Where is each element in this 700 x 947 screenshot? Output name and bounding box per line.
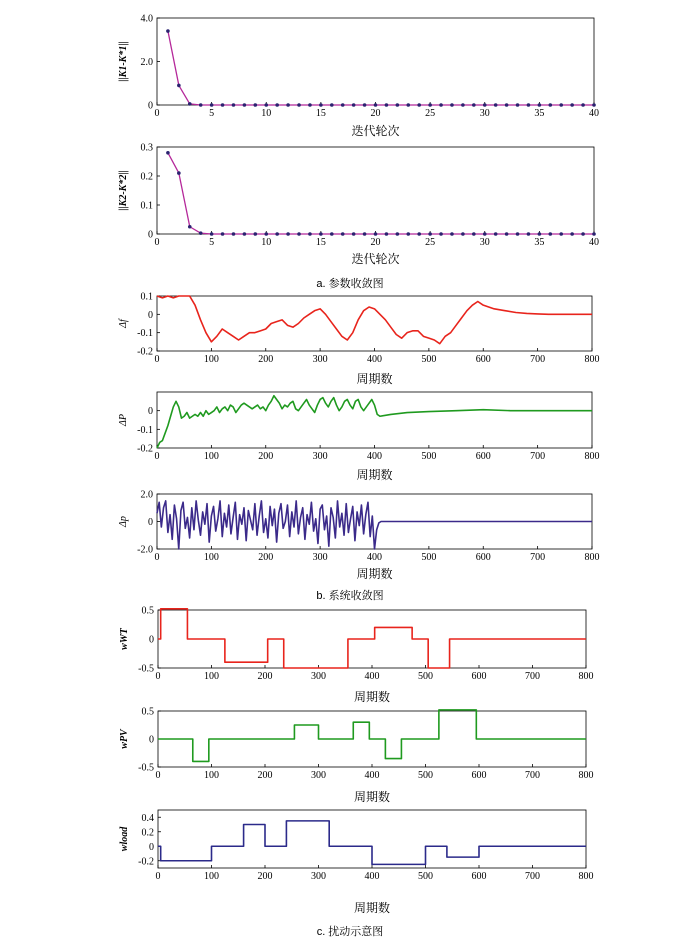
- data-point: [592, 232, 596, 236]
- panel-b1: [118, 292, 600, 387]
- data-point: [461, 103, 465, 107]
- x-tick-label: 600: [471, 770, 487, 781]
- y-tick-label: 2.0: [140, 57, 153, 68]
- data-point: [461, 232, 465, 236]
- data-point: [472, 232, 476, 236]
- x-tick-label: 15: [315, 237, 326, 248]
- x-tick-label: 5: [209, 237, 215, 248]
- x-tick-label: 35: [534, 237, 545, 248]
- data-point: [516, 103, 520, 107]
- series-line: [157, 296, 592, 344]
- y-tick-label: 0: [149, 734, 154, 746]
- x-tick-label: 20: [370, 237, 381, 248]
- x-axis-label: 周期数: [356, 468, 393, 482]
- data-point: [538, 103, 542, 107]
- x-tick-label: 25: [425, 108, 436, 119]
- data-point: [396, 103, 400, 107]
- x-tick-label: 5: [209, 108, 215, 119]
- data-point: [199, 103, 203, 107]
- y-tick-label: 0.1: [140, 200, 153, 212]
- x-tick-label: 800: [584, 552, 600, 563]
- plot-area: [157, 296, 592, 351]
- data-point: [385, 103, 389, 107]
- data-point: [450, 232, 454, 236]
- x-tick-label: 10: [261, 108, 272, 119]
- panels: [118, 14, 600, 916]
- y-tick-label: -0.2: [138, 856, 154, 868]
- panel-c1: [119, 606, 594, 705]
- x-axis-label: 周期数: [353, 901, 391, 915]
- x-tick-label: 700: [530, 354, 546, 365]
- y-tick-label: 0: [148, 406, 153, 418]
- data-point: [483, 232, 487, 236]
- x-tick-label: 200: [257, 671, 273, 682]
- caption-b: b. 系统收敛图: [316, 590, 384, 602]
- y-axis-label: wPV: [119, 729, 130, 749]
- plot-area: [157, 147, 594, 234]
- x-tick-label: 200: [258, 354, 274, 365]
- data-point: [330, 103, 334, 107]
- data-point: [264, 232, 268, 236]
- data-point: [538, 232, 542, 236]
- y-axis-label: Δp: [118, 516, 129, 527]
- data-point: [406, 103, 410, 107]
- x-axis-label: 周期数: [356, 567, 393, 581]
- caption-c: c. 扰动示意图: [316, 926, 384, 938]
- data-point: [417, 103, 421, 107]
- x-tick-label: 30: [479, 237, 490, 248]
- y-tick-label: 0.1: [140, 291, 153, 303]
- data-point: [396, 232, 400, 236]
- panel-c2: [119, 707, 594, 805]
- y-tick-label: 0.4: [141, 812, 154, 824]
- panel-c3: [119, 810, 594, 915]
- x-axis-label: 迭代轮次: [351, 252, 400, 266]
- x-tick-label: 400: [364, 871, 380, 882]
- data-point: [428, 232, 432, 236]
- data-point: [341, 232, 345, 236]
- y-axis-label: ΔP: [118, 414, 129, 426]
- x-tick-label: 400: [367, 451, 382, 462]
- caption-a: a. 参数收敛图: [316, 278, 384, 290]
- data-point: [188, 225, 192, 229]
- x-tick-label: 700: [525, 770, 540, 781]
- data-point: [592, 103, 596, 107]
- x-tick-label: 0: [155, 770, 161, 781]
- y-tick-label: 0: [148, 517, 153, 528]
- x-tick-label: 200: [257, 770, 273, 781]
- data-point: [319, 232, 323, 236]
- y-tick-label: -2.0: [137, 544, 153, 556]
- y-tick-label: 2.0: [140, 489, 153, 501]
- x-tick-label: 300: [312, 451, 328, 462]
- y-tick-label: 0.2: [141, 827, 154, 839]
- data-point: [297, 232, 301, 236]
- panel-b2: [118, 392, 600, 482]
- data-point: [286, 232, 290, 236]
- y-tick-label: 0.2: [140, 171, 153, 183]
- data-point: [439, 103, 443, 107]
- x-tick-label: 600: [471, 871, 487, 882]
- x-tick-label: 30: [479, 108, 490, 119]
- data-point: [330, 232, 334, 236]
- data-point: [275, 103, 279, 107]
- data-point: [188, 102, 192, 106]
- data-point: [264, 103, 268, 107]
- x-tick-label: 500: [421, 451, 437, 462]
- data-point: [254, 232, 258, 236]
- x-tick-label: 800: [584, 354, 600, 365]
- x-tick-label: 700: [525, 671, 540, 682]
- x-tick-label: 200: [258, 451, 274, 462]
- x-tick-label: 0: [154, 451, 160, 462]
- x-tick-label: 200: [257, 871, 273, 882]
- series-line: [158, 710, 586, 762]
- data-point: [243, 232, 247, 236]
- panel-a2: [118, 143, 599, 267]
- data-point: [494, 103, 498, 107]
- panel-b3: [118, 490, 600, 582]
- x-tick-label: 800: [584, 451, 600, 462]
- data-point: [352, 103, 356, 107]
- y-tick-label: 0.5: [141, 706, 154, 718]
- series-line: [157, 396, 592, 448]
- data-point: [286, 103, 290, 107]
- data-point: [177, 171, 181, 175]
- y-tick-label: 0: [149, 634, 154, 646]
- x-axis-label: 周期数: [353, 690, 391, 704]
- y-tick-label: 0: [148, 229, 153, 241]
- y-tick-label: 4.0: [140, 13, 153, 25]
- data-point: [210, 232, 214, 236]
- x-tick-label: 35: [534, 108, 545, 119]
- data-point: [352, 232, 356, 236]
- x-tick-label: 100: [204, 770, 219, 781]
- data-point: [505, 103, 509, 107]
- y-tick-label: -0.5: [138, 762, 154, 774]
- data-point: [516, 232, 520, 236]
- data-point: [570, 232, 574, 236]
- x-tick-label: 0: [154, 108, 160, 119]
- x-tick-label: 700: [530, 552, 546, 563]
- x-tick-label: 25: [425, 237, 436, 248]
- x-tick-label: 500: [421, 552, 437, 563]
- y-tick-label: -0.5: [138, 663, 154, 675]
- x-tick-label: 40: [589, 237, 599, 248]
- x-tick-label: 400: [367, 552, 382, 563]
- y-axis-label: Δf: [118, 319, 129, 328]
- data-point: [494, 232, 498, 236]
- y-tick-label: 0.5: [141, 605, 154, 617]
- x-tick-label: 15: [315, 108, 326, 119]
- data-point: [428, 103, 432, 107]
- data-point: [417, 232, 421, 236]
- data-point: [221, 232, 225, 236]
- data-point: [385, 232, 389, 236]
- x-tick-label: 500: [418, 671, 433, 682]
- y-tick-label: -0.2: [137, 346, 153, 358]
- data-point: [570, 103, 574, 107]
- x-tick-label: 100: [204, 871, 219, 882]
- data-point: [505, 232, 509, 236]
- data-point: [527, 103, 531, 107]
- x-tick-label: 0: [154, 237, 160, 248]
- y-axis-label: ||K2-K*2||: [118, 170, 129, 211]
- series-line: [168, 153, 594, 234]
- data-point: [308, 232, 312, 236]
- data-point: [472, 103, 476, 107]
- data-point: [406, 232, 410, 236]
- data-point: [199, 231, 203, 235]
- data-point: [450, 103, 454, 107]
- x-tick-label: 100: [203, 552, 219, 563]
- x-tick-label: 600: [475, 354, 491, 365]
- y-tick-label: 0.3: [140, 142, 153, 154]
- x-tick-label: 0: [155, 671, 161, 682]
- x-tick-label: 800: [578, 671, 594, 682]
- data-point: [232, 232, 236, 236]
- x-tick-label: 400: [364, 671, 380, 682]
- y-tick-label: -0.2: [137, 443, 153, 455]
- data-point: [232, 103, 236, 107]
- x-tick-label: 20: [370, 108, 381, 119]
- data-point: [275, 232, 279, 236]
- data-point: [439, 232, 443, 236]
- data-point: [221, 103, 225, 107]
- plot-area: [157, 392, 592, 448]
- y-axis-label: ||K1-K*1||: [118, 41, 129, 82]
- data-point: [483, 103, 487, 107]
- series-line: [157, 501, 592, 549]
- x-tick-label: 300: [311, 770, 326, 781]
- x-tick-label: 800: [578, 770, 594, 781]
- y-tick-label: -0.1: [137, 328, 153, 340]
- data-point: [177, 84, 181, 88]
- data-point: [363, 103, 367, 107]
- data-point: [243, 103, 247, 107]
- plot-area: [157, 18, 594, 105]
- x-tick-label: 300: [311, 871, 326, 882]
- series-line: [168, 31, 594, 105]
- data-point: [581, 103, 585, 107]
- x-tick-label: 0: [154, 354, 160, 365]
- x-axis-label: 周期数: [353, 790, 391, 804]
- data-point: [559, 232, 563, 236]
- data-point: [166, 151, 170, 155]
- x-tick-label: 300: [312, 552, 328, 563]
- x-tick-label: 40: [589, 108, 599, 119]
- data-point: [254, 103, 258, 107]
- x-tick-label: 100: [203, 354, 219, 365]
- y-tick-label: 0: [148, 309, 153, 321]
- data-point: [297, 103, 301, 107]
- data-point: [549, 232, 553, 236]
- data-point: [559, 103, 563, 107]
- x-tick-label: 500: [418, 871, 433, 882]
- x-tick-label: 300: [312, 354, 328, 365]
- x-tick-label: 200: [258, 552, 274, 563]
- y-tick-label: -0.1: [137, 424, 153, 436]
- panel-a1: [118, 14, 599, 139]
- data-point: [374, 232, 378, 236]
- data-point: [210, 103, 214, 107]
- x-axis-label: 周期数: [356, 372, 393, 386]
- x-tick-label: 800: [578, 871, 594, 882]
- x-tick-label: 700: [525, 871, 540, 882]
- x-axis-label: 迭代轮次: [351, 124, 400, 138]
- x-tick-label: 600: [471, 671, 487, 682]
- series-line: [158, 821, 586, 865]
- data-point: [374, 103, 378, 107]
- x-tick-label: 100: [204, 671, 219, 682]
- x-tick-label: 0: [154, 552, 160, 563]
- x-tick-label: 600: [475, 451, 491, 462]
- y-tick-label: 0: [149, 841, 154, 853]
- x-tick-label: 400: [364, 770, 380, 781]
- y-tick-label: 0: [148, 100, 153, 112]
- x-tick-label: 100: [203, 451, 219, 462]
- x-tick-label: 400: [367, 354, 382, 365]
- y-axis-label: wWT: [119, 628, 130, 650]
- data-point: [581, 232, 585, 236]
- x-tick-label: 10: [261, 237, 272, 248]
- data-point: [527, 232, 531, 236]
- x-tick-label: 0: [155, 871, 161, 882]
- x-tick-label: 700: [530, 451, 546, 462]
- series-line: [158, 609, 586, 668]
- data-point: [549, 103, 553, 107]
- y-axis-label: wload: [119, 826, 130, 852]
- data-point: [308, 103, 312, 107]
- x-tick-label: 500: [421, 354, 437, 365]
- x-tick-label: 500: [418, 770, 433, 781]
- data-point: [166, 29, 170, 33]
- x-tick-label: 600: [475, 552, 491, 563]
- data-point: [341, 103, 345, 107]
- data-point: [363, 232, 367, 236]
- x-tick-label: 300: [311, 671, 326, 682]
- data-point: [319, 103, 323, 107]
